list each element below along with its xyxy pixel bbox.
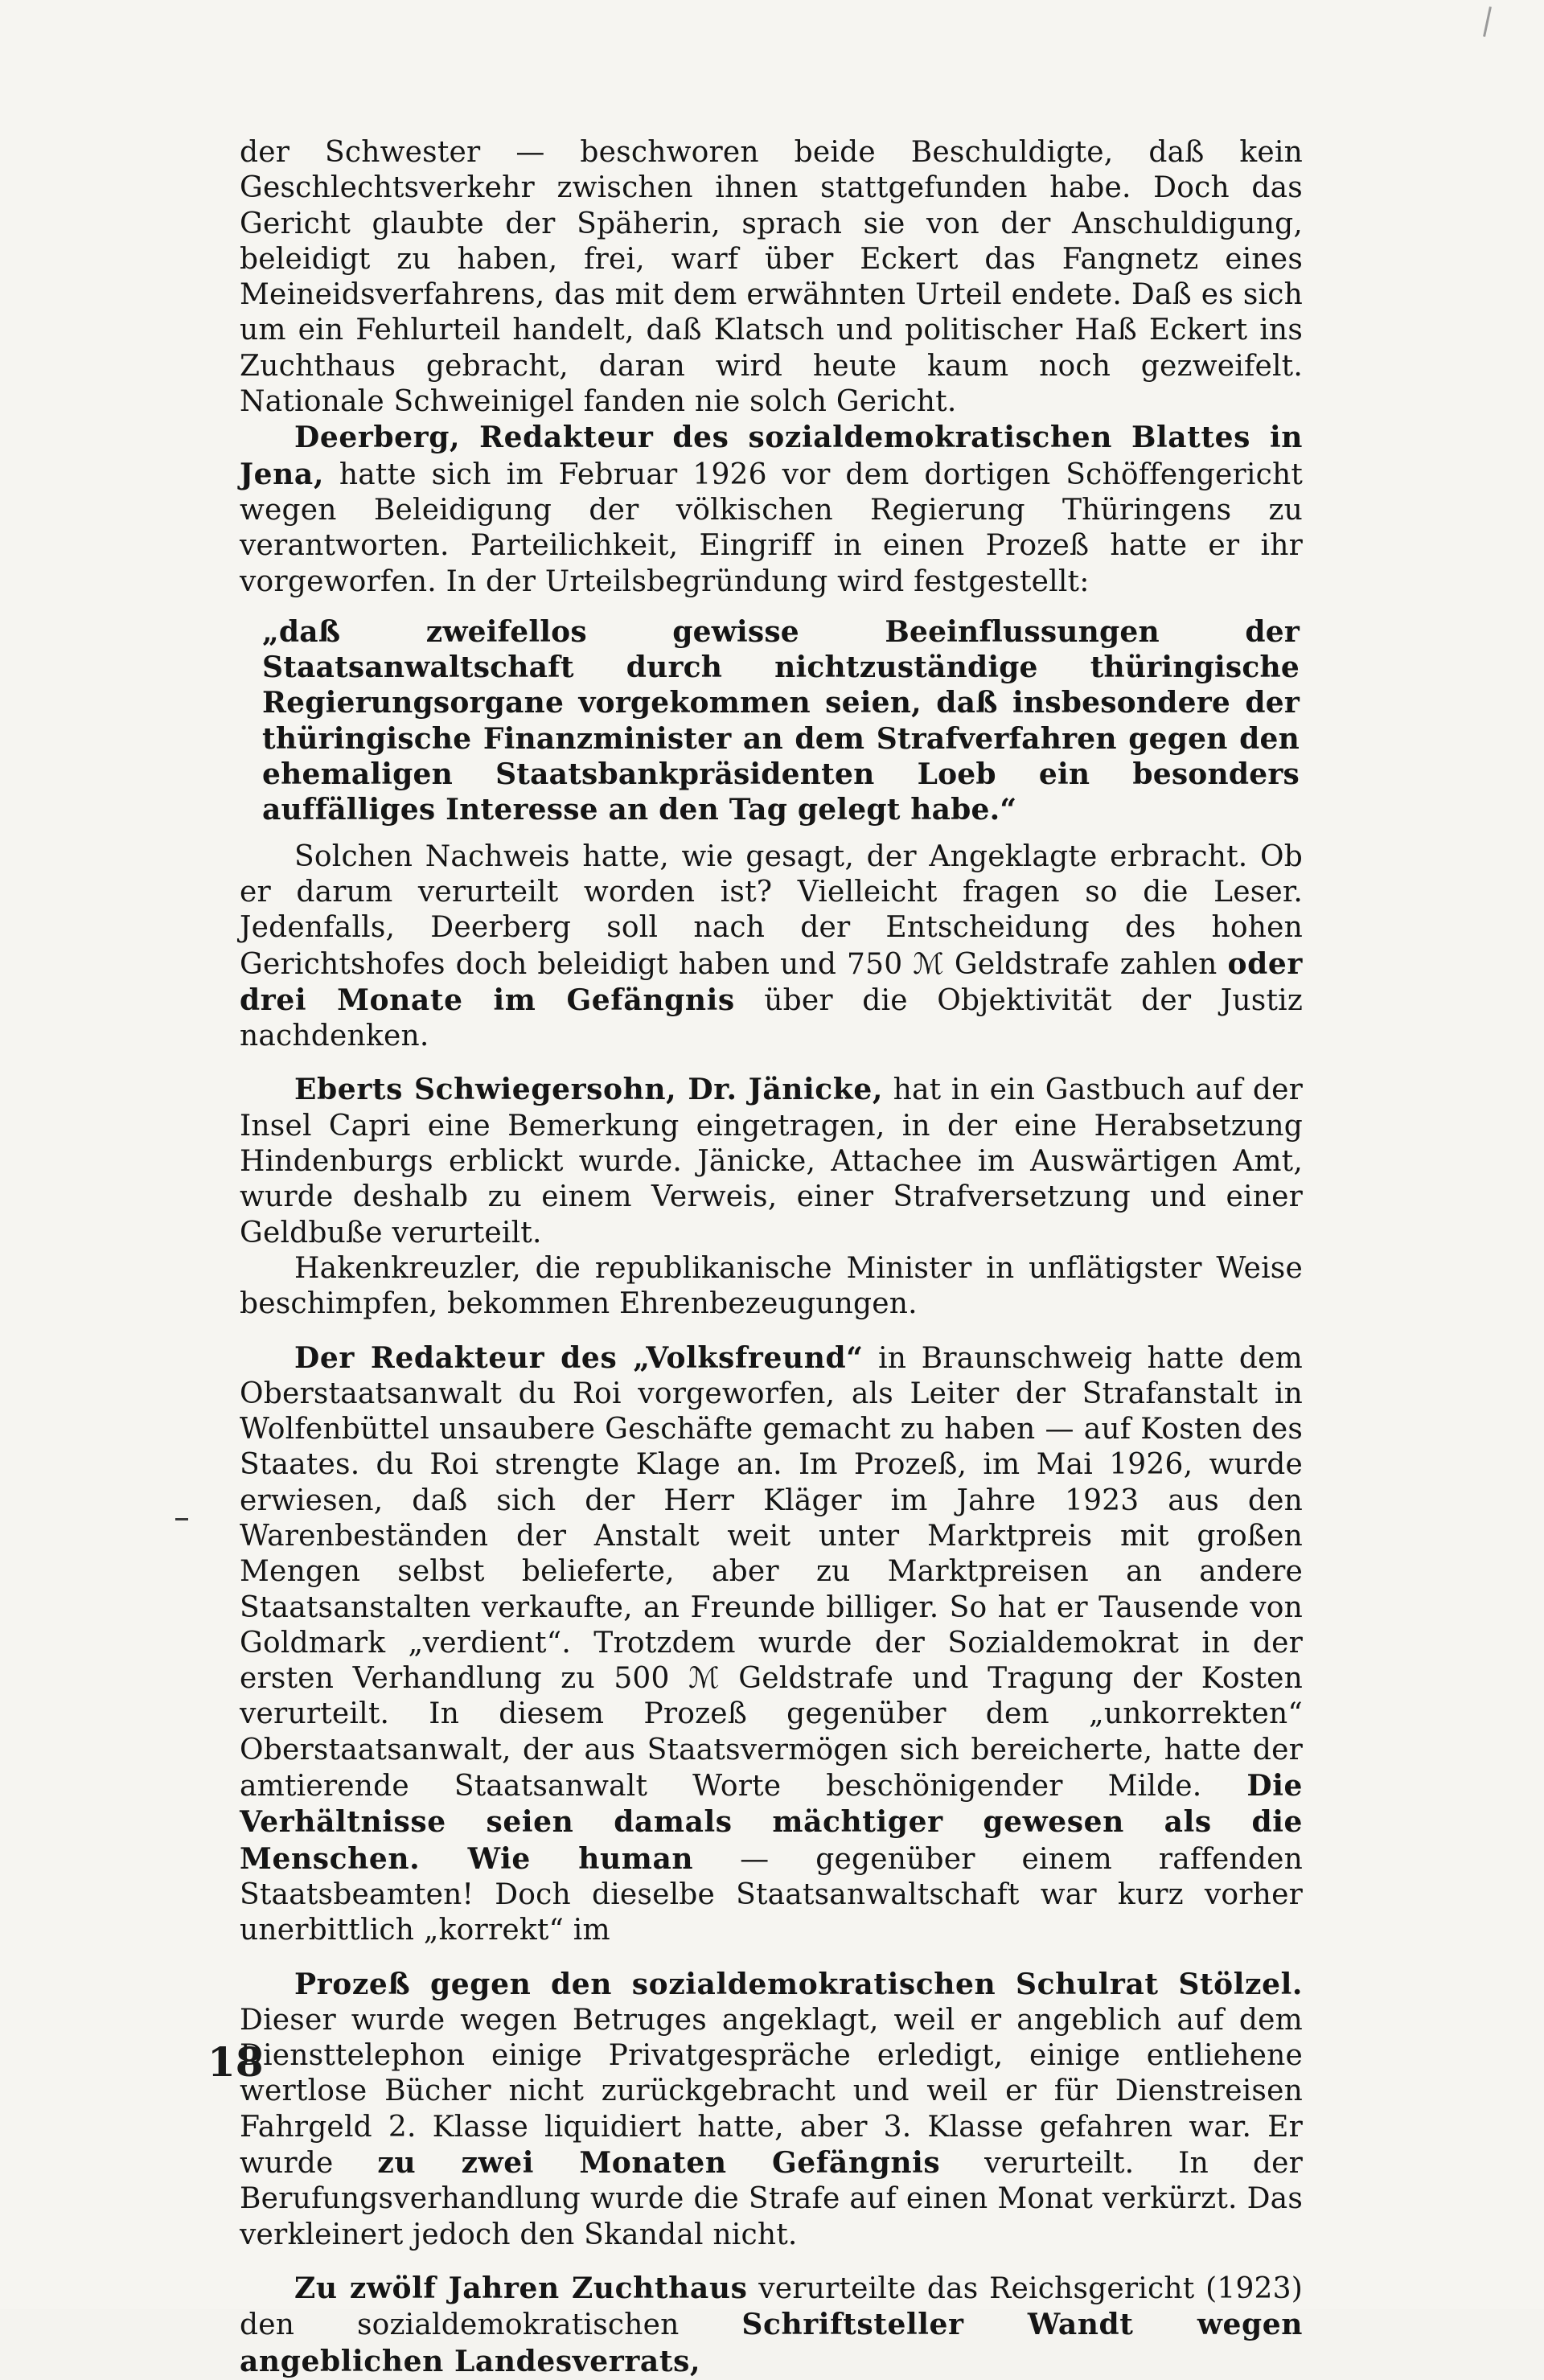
paragraph — [240, 2271, 1303, 2380]
emphasis-run: Zu zwölf Jahren Zuchthaus — [294, 2271, 748, 2305]
emphasis-run: Der Redakteur des „Volksfreund“ — [294, 1340, 864, 1375]
emphasis-run: Eberts Schwiegersohn, Dr. Jänicke, — [294, 1073, 883, 1107]
text-run: hatte sich im Februar 1926 vor dem dortigen Schöffengericht wegen Beleidigung der völkischen Regierung Thüringens zu verantworten. Parteilichkeit, Eingriff in einen Prozeß hatte er ihr vorgeworfen. In der Urteilsbegründung wird festgestellt: — [240, 458, 1303, 598]
paragraph — [240, 420, 1303, 599]
emphasis-run: oder drei Monate im Gefängnis — [240, 946, 1303, 1017]
paragraph — [240, 839, 1303, 1055]
emphasis-run: Die Verhältnisse seien damals mächtiger gewesen als die Menschen. Wie human — [240, 1769, 1303, 1876]
text-run: verurteilt. In der Berufungsverhandlung wurde die Strafe auf einen Monat verkürzt. Das verkleinert jedoch den Skandal nicht. — [240, 2147, 1303, 2251]
text-run: Hakenkreuzler, die republikanische Minister in unflätigster Weise beschimpfen, bekommen Ehrenbezeugungen. — [240, 1251, 1303, 1321]
text-run: über die Objektivität der Justiz nachdenken. — [240, 983, 1303, 1053]
paragraph — [240, 1340, 1303, 1949]
emphasis-run: Schriftsteller Wandt wegen angeblichen Landesverrats, — [240, 2308, 1303, 2378]
paragraph — [240, 1251, 1303, 1323]
page-number: 18 — [207, 2038, 264, 2086]
text-run: hat in ein Gastbuch auf der Insel Capri eine Bemerkung eingetragen, in der eine Herabsetzung Hindenburgs erblickt wurde. Jänicke, Attachee im Auswärtigen Amt, wurde deshalb zu einem Verweis, einer Strafversetzung und einer Geldbuße verurteilt. — [240, 1073, 1303, 1250]
quoted-passage — [240, 614, 1303, 828]
text-run: Dieser wurde wegen Betruges angeklagt, weil er angeblich auf dem Diensttelephon einige Privatgespräche erledigt, einige entliehene wertlose Bücher nicht zurückgebracht und weil er für Dienstreisen Fahrgeld 2. Klasse liquidiert hatte, aber 3. Klasse gefahren war. Er wurde — [240, 2003, 1303, 2181]
text-run: der Schwester — beschworen beide Beschuldigte, daß kein Geschlechtsverkehr zwischen ihnen stattgefunden habe. Doch das Gericht glaubte der Späherin, sprach sie von der Anschuldigung, beleidigt zu haben, frei, warf über Eckert das Fangnetz eines Meineidsverfahrens, das mit dem erwähnten Urteil endete. Daß es sich um ein Fehlurteil handelt, daß Klatsch und politischer Haß Eckert ins Zuchthaus gebracht, daran wird heute kaum noch gezweifelt. Nationale Schweinigel fanden nie solch Gericht. — [240, 136, 1303, 419]
text-run: verurteilte das Reichsgericht (1923) den sozialdemokratischen — [240, 2271, 1303, 2342]
paragraph — [240, 135, 1303, 420]
body-text — [240, 135, 1303, 2380]
text-run: Solchen Nachweis hatte, wie gesagt, der Angeklagte erbracht. Ob er darum verurteilt worden ist? Vielleicht fragen so die Leser. Jedenfalls, Deerberg soll nach der Entscheidung des hohen Gerichtshofes doch beleidigt haben und 750 ℳ Geldstrafe zahlen — [240, 839, 1303, 981]
emphasis-run: Prozeß gegen den sozialdemokratischen Schulrat Stölzel. — [294, 1967, 1303, 2001]
paragraph — [240, 1967, 1303, 2253]
emphasis-run: Deerberg, Redakteur des sozialdemokratischen Blattes in Jena, — [240, 421, 1303, 491]
text-run: in Braunschweig hatte dem Oberstaatsanwalt du Roi vorgeworfen, als Leiter der Strafanstalt in Wolfenbüttel unsaubere Geschäfte gemacht zu haben — auf Kosten des Staates. du Roi strengte Klage an. Im Prozeß, im Mai 1926, wurde erwiesen, daß sich der Herr Kläger im Jahre 1923 aus den Warenbeständen der Anstalt weit unter Marktpreis mit großen Mengen selbst belieferte, aber zu Marktpreisen an andere Staatsanstalten verkaufte, an Freunde billiger. So hat er Tausende von Goldmark „verdient“. Trotzdem wurde der Sozialdemokrat in der ersten Verhandlung zu 500 ℳ Geldstrafe und Tragung der Kosten verurteilt. In diesem Prozeß gegenüber dem „unkorrekten“ Oberstaatsanwalt, der aus Staatsvermögen sich bereicherte, hatte der amtierende Staatsanwalt Worte beschönigender Milde. — [240, 1341, 1303, 1803]
margin-mark — [175, 1518, 188, 1520]
paragraph — [240, 1072, 1303, 1250]
emphasis-run: zu zwei Monaten Gefängnis — [377, 2146, 941, 2181]
scan-mark — [1483, 6, 1492, 37]
text-run: „daß zweifellos gewisse Beeinflussungen der Staatsanwaltschaft durch nichtzuständige thüringische Regierungsorgane vorgekommen seien, daß insbesondere der thüringische Finanzminister an dem Strafverfahren gegen den ehemaligen Staatsbankpräsidenten Loeb ein besonders auffälliges Interesse an den Tag gelegt habe.“ — [262, 614, 1300, 827]
text-run: — gegenüber einem raffenden Staatsbeamten! Doch dieselbe Staatsanwaltschaft war kurz vorher unerbittlich „korrekt“ im — [240, 1842, 1304, 1947]
